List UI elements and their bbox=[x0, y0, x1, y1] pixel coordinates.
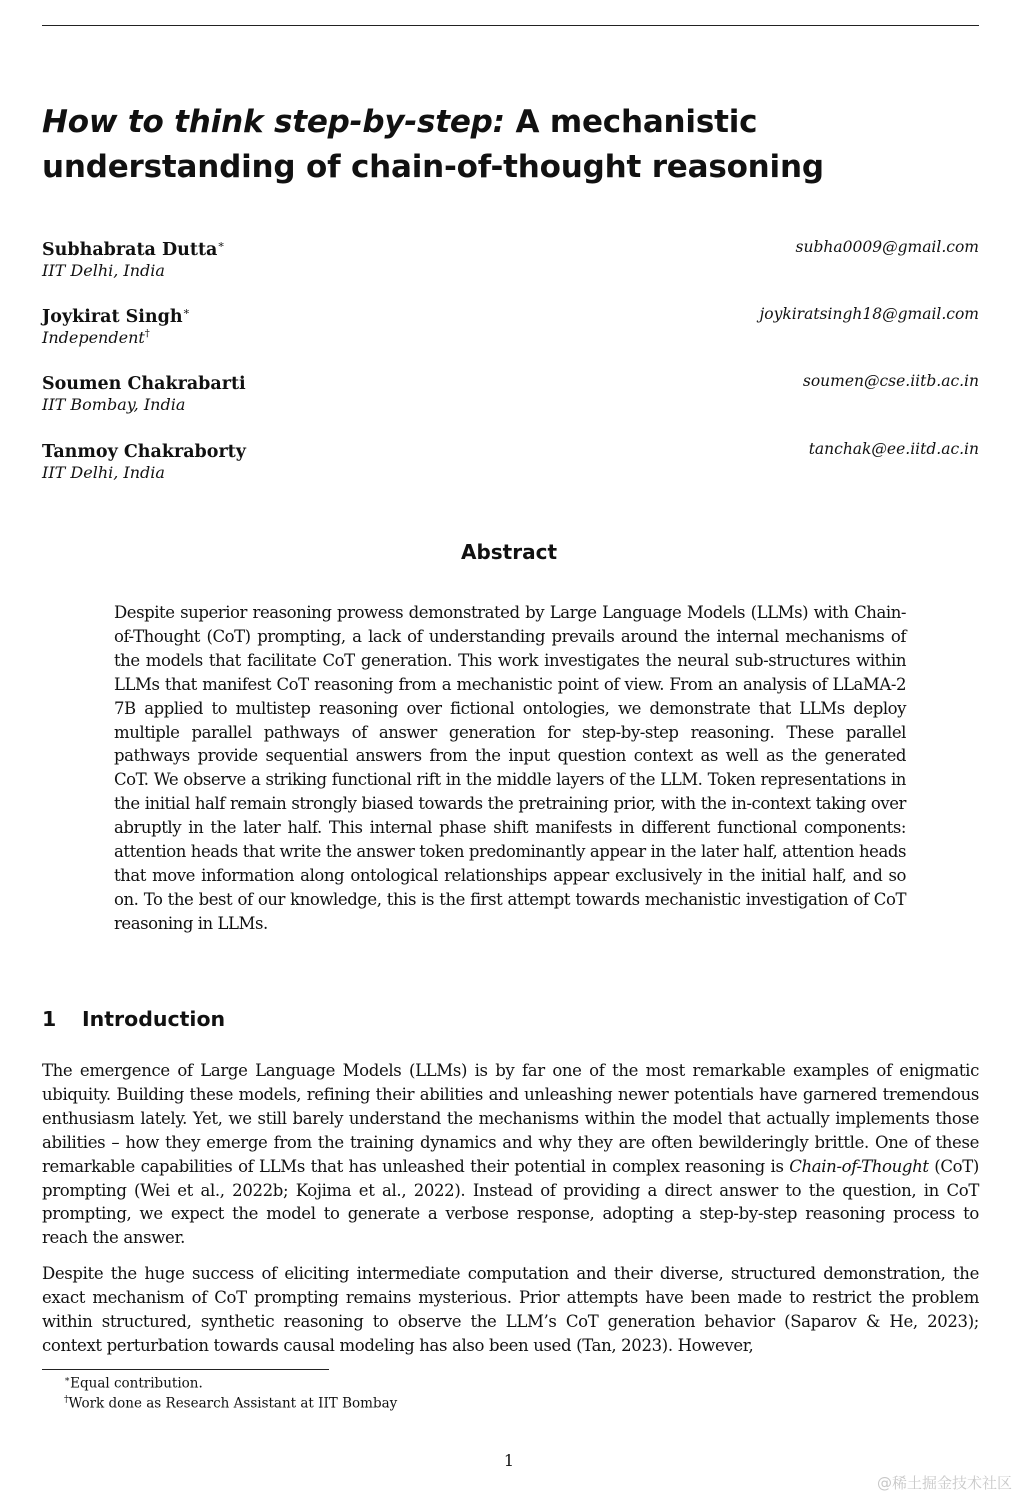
abstract-heading: Abstract bbox=[460, 540, 558, 564]
author-affiliation: IIT Bombay, India bbox=[42, 395, 186, 414]
author-affiliation: Independent† bbox=[42, 328, 150, 347]
section-number: 1 bbox=[42, 1007, 57, 1031]
author-affiliation: IIT Delhi, India bbox=[42, 463, 165, 482]
author-name: Tanmoy Chakraborty bbox=[42, 441, 246, 462]
paper-title bbox=[42, 100, 982, 190]
author-email: tanchak@ee.iitd.ac.in bbox=[808, 440, 979, 458]
equal-contribution-mark: ∗ bbox=[217, 238, 225, 251]
author-affiliation: IIT Delhi, India bbox=[42, 261, 165, 280]
cot-term: Chain-of-Thought bbox=[789, 1156, 929, 1176]
intro-paragraph-1: The emergence of Large Language Models (LLMs) is by far one of the most remarkable examples of enigmatic ubiquity. Building these models, refining their abilities and unleashing newer potentials have garnered tremendous enthusiasm lately. Yet, we still barely understand the mechanisms within the model that actually implements those abilities – how they emerge from the training dynamics and why they are often bewilderingly brittle. One of these remarkable capabilities of LLMs that has unleashed their potential in complex reasoning is Chain-of-Thought (CoT) prompting (Wei et al., 2022b; Kojima et al., 2022). Instead of providing a direct answer to the question, in CoT prompting, we expect the model to generate a verbose response, adopting a step-by-step reasoning process to reach the answer. bbox=[42, 1061, 979, 1248]
footnote: †Work done as Research Assistant at IIT Bombay bbox=[64, 1395, 398, 1412]
title-main-part: A mechanistic understanding of chain-of-thought reasoning bbox=[42, 104, 824, 185]
author-email: soumen@cse.iitb.ac.in bbox=[802, 372, 979, 390]
section-title: Introduction bbox=[82, 1007, 226, 1031]
section-heading bbox=[42, 1007, 225, 1031]
equal-contribution-mark: ∗ bbox=[182, 305, 191, 318]
author-name: Joykirat Singh∗ bbox=[42, 305, 191, 327]
footnote: ∗Equal contribution. bbox=[64, 1375, 203, 1392]
author-name: Subhabrata Dutta∗ bbox=[42, 238, 225, 260]
author-name: Soumen Chakrabarti bbox=[42, 373, 246, 394]
author-block bbox=[42, 238, 979, 288]
footnote-rule bbox=[42, 1369, 329, 1370]
top-rule bbox=[42, 25, 979, 26]
abstract-text: Despite superior reasoning prowess demonstrated by Large Language Models (LLMs) with Chain-of-Thought (CoT) prompting, a lack of understanding prevails around the internal mechanisms of the models that facilitate CoT generation. This work investigates the neural sub-structures within LLMs that manifest CoT reasoning from a mechanistic point of view. From an analysis of LLaMA-2 7B applied to multistep reasoning over fictional ontologies, we demonstrate that LLMs deploy multiple parallel pathways of answer generation for step-by-step reasoning. These parallel pathways provide sequential answers from the input question context as well as the generated CoT. We observe a striking functional rift in the middle layers of the LLM. Token representations in the initial half remain strongly biased towards the pretraining prior, with the in-context taking over abruptly in the later half. This internal phase shift manifests in different functional components: attention heads that write the answer token predominantly appear in the later half, attention heads that move information along ontological relationships appear exclusively in the initial half, and so on. To the best of our knowledge, this is the first attempt towards mechanistic investigation of CoT reasoning in LLMs. bbox=[114, 603, 906, 933]
page-number: 1 bbox=[503, 1451, 515, 1470]
author-email: joykiratsingh18@gmail.com bbox=[759, 305, 979, 323]
title-italic-part: How to think step-by-step: bbox=[42, 104, 505, 140]
author-email: subha0009@gmail.com bbox=[795, 238, 979, 256]
intro-paragraph-2: Despite the huge success of eliciting intermediate computation and their diverse, structured demonstration, the exact mechanism of CoT prompting remains mysterious. Prior attempts have been made to restrict the problem within structured, synthetic reasoning to observe the LLM’s CoT generation behavior (Saparov & He, 2023); context perturbation towards causal modeling has also been used (Tan, 2023). However, bbox=[42, 1264, 979, 1355]
watermark: @稀土掘金技术社区 bbox=[876, 1474, 1012, 1492]
author-block bbox=[42, 372, 979, 422]
affiliation-footnote-mark: † bbox=[144, 328, 150, 340]
author-block bbox=[42, 305, 979, 355]
author-block bbox=[42, 440, 979, 490]
